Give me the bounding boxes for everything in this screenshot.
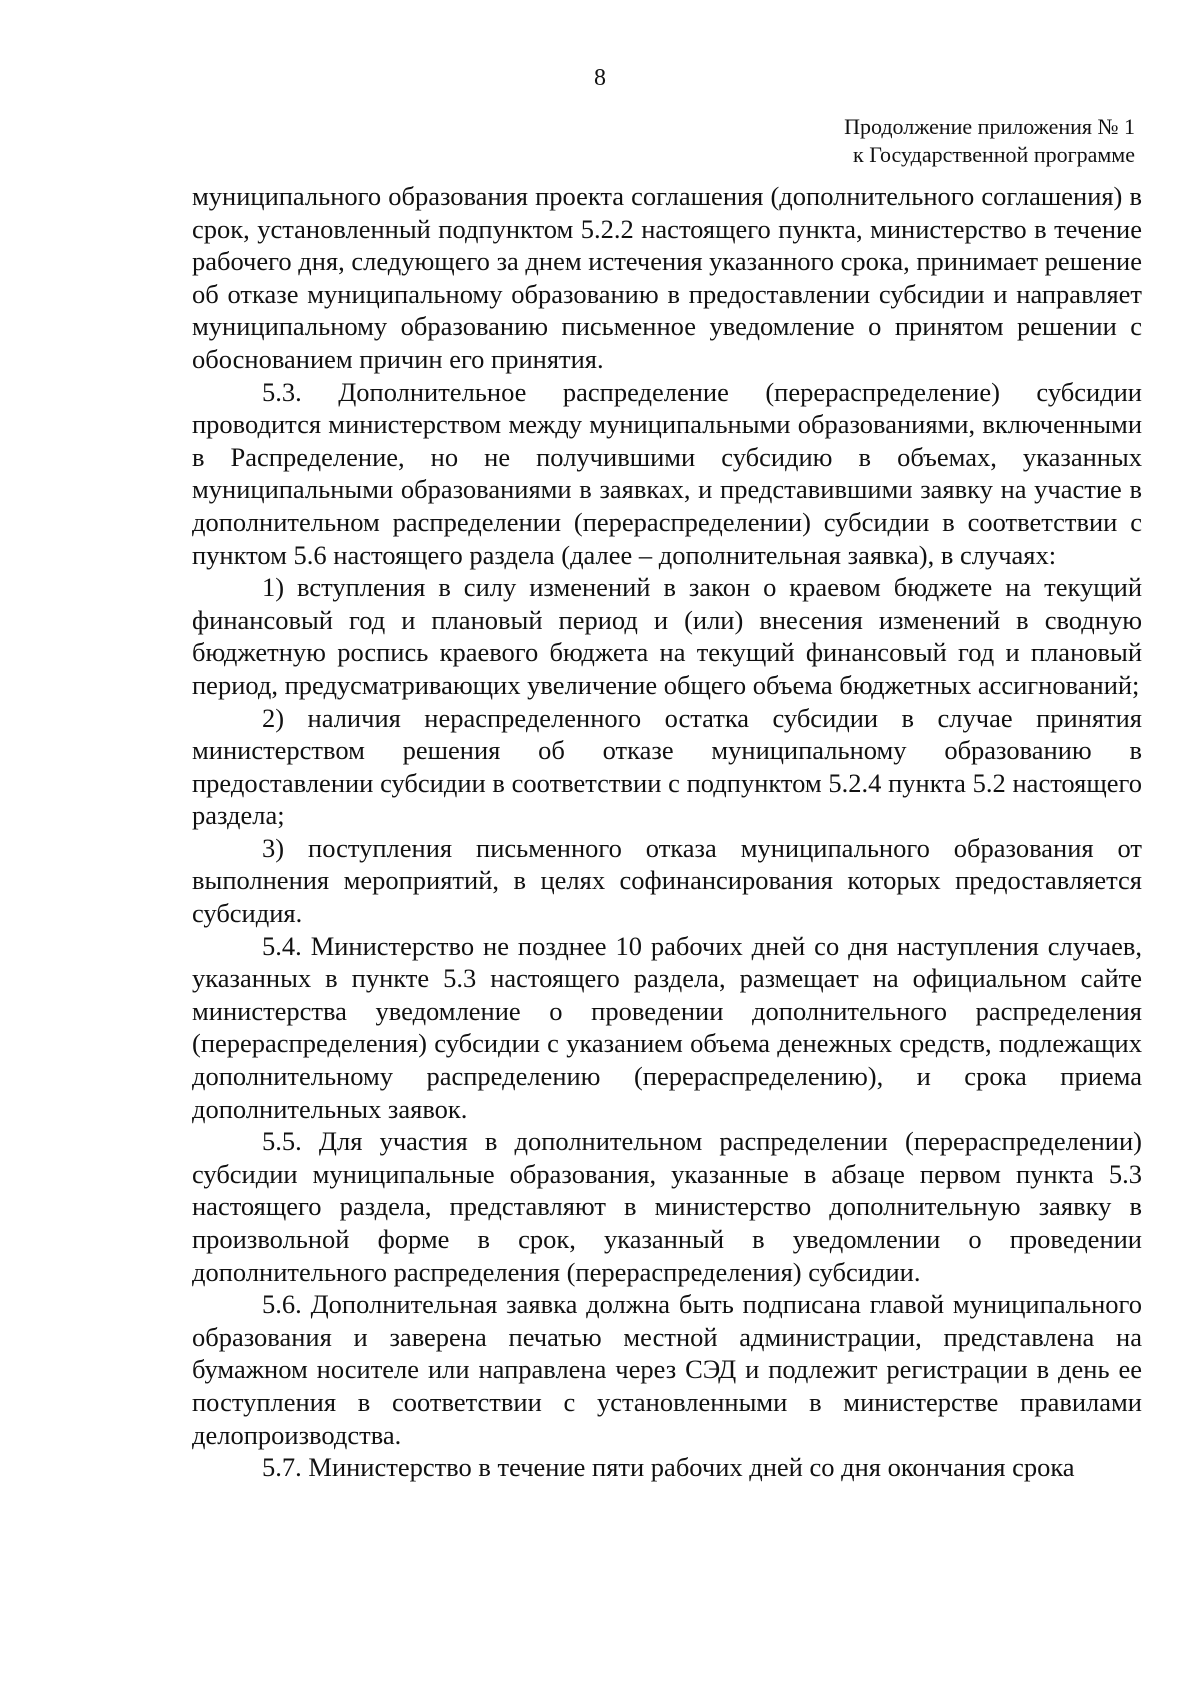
paragraph-5-3-case-3: 3) поступления письменного отказа муниципального образования от выполнения мероприятий, в целях софинансирования которых предоставляется субсидия. <box>192 832 1142 929</box>
document-body <box>192 180 1142 1484</box>
appendix-header-line-1: Продолжение приложения № 1 <box>844 114 1135 139</box>
page-number: 8 <box>594 65 606 91</box>
appendix-header <box>844 113 1135 169</box>
paragraph-5-3-case-2: 2) наличия нераспределенного остатка субсидии в случае принятия министерством решения об отказе муниципальному образованию в предоставлении субсидии в соответствии с подпунктом 5.2.4 пункта 5.2 настоящего раздела; <box>192 702 1142 831</box>
paragraph-5-6: 5.6. Дополнительная заявка должна быть подписана главой муниципального образования и заверена печатью местной администрации, представлена на бумажном носителе или направлена через СЭД и подлежит регистрации в день ее поступления в соответствии с установленными в министерстве правилами делопроизводства. <box>192 1289 1142 1450</box>
paragraph-continuation: муниципального образования проекта соглашения (дополнительного соглашения) в срок, установленный подпунктом 5.2.2 настоящего пункта, министерство в течение рабочего дня, следующего за днем истечения указанного срока, принимает решение об отказе муниципальному образованию в предоставлении субсидии и направляет муниципальному образованию письменное уведомление о принятом решении с обоснованием причин его принятия. <box>192 181 1142 374</box>
paragraph-5-7: 5.7. Министерство в течение пяти рабочих дней со дня окончания срока <box>262 1452 1075 1483</box>
paragraph-5-4: 5.4. Министерство не позднее 10 рабочих дней со дня наступления случаев, указанных в пункте 5.3 настоящего раздела, размещает на официальном сайте министерства уведомление о проведении дополнительного распределения (перераспределения) субсидии с указанием объема денежных средств, подлежащих дополнительному распределению (перераспределению), и срока приема дополнительных заявок. <box>192 930 1142 1124</box>
paragraph-5-5: 5.5. Для участия в дополнительном распределении (перераспределении) субсидии муниципальные образования, указанные в абзаце первом пункта 5.3 настоящего раздела, представляют в министерство дополнительную заявку в произвольной форме в срок, указанный в уведомлении о проведении дополнительного распределения (перераспределения) субсидии. <box>192 1126 1142 1287</box>
appendix-header-line-2: к Государственной программе <box>853 142 1135 167</box>
paragraph-5-3: 5.3. Дополнительное распределение (перераспределение) субсидии проводится министерством между муниципальными образованиями, включенными в Распределение, но не получившими субсидию в объемах, указанных муниципальными образованиями в заявках, и представившими заявку на участие в дополнительном распределении (перераспределении) субсидии в соответствии с пунктом 5.6 настоящего раздела (далее – дополнительная заявка), в случаях: <box>192 376 1142 570</box>
paragraph-5-3-case-1: 1) вступления в силу изменений в закон о краевом бюджете на текущий финансовый год и плановый период и (или) внесения изменений в сводную бюджетную роспись краевого бюджета на текущий финансовый год и плановый период, предусматривающих увеличение общего объема бюджетных ассигнований; <box>192 572 1142 700</box>
